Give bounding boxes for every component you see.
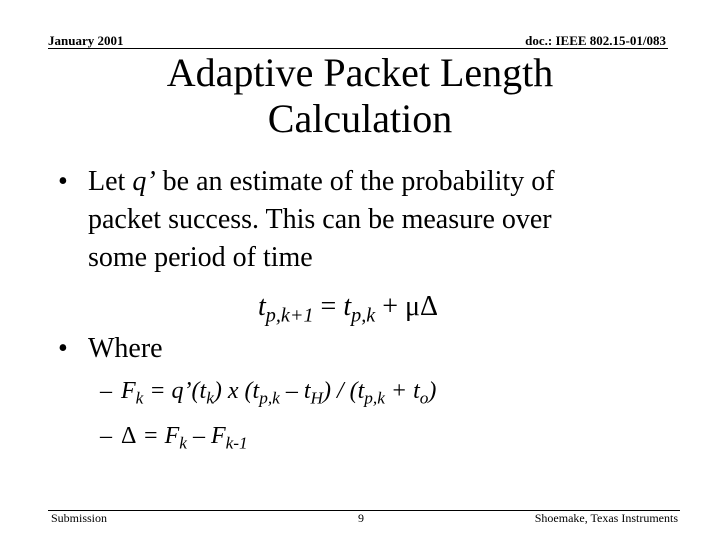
footer-author: Shoemake, Texas Instruments: [534, 511, 678, 525]
bullet-text: [88, 163, 555, 277]
bullet-line-1: Let q’ be an estimate of the probability of: [88, 166, 555, 197]
footer-page-number: 9: [358, 511, 364, 525]
update-equation: $t_{p,k+1} = t_{p,k} + \mu\Delta$: [258, 291, 439, 327]
header-divider: [48, 48, 668, 49]
footer-submission: Submission: [51, 511, 108, 525]
bullet-text: Where: [88, 333, 163, 364]
dash-icon: –: [100, 423, 112, 449]
bullet-icon: •: [58, 166, 68, 197]
delta-definition-formula: $\Delta = F_k - F_{k-1}$: [121, 423, 248, 453]
slide-title-line-2: Calculation: [267, 96, 453, 141]
bullet-line-2: packet success. This can be measure over: [88, 204, 552, 235]
dash-icon: –: [100, 378, 112, 404]
f-definition-formula: $F_k$ = $q’(t_k)$ x $(t_{p,k} - t_H) / (t_{p,k} + t_o)$: [121, 378, 437, 408]
bullet-line-3: some period of time: [88, 242, 313, 273]
slide-title-line-1: Adaptive Packet Length: [166, 50, 554, 95]
q-prime-variable: q’: [132, 166, 156, 197]
bullet-icon: •: [58, 333, 68, 364]
slide-title: [0, 50, 720, 142]
header-doc-id: doc.: IEEE 802.15-01/083: [525, 33, 666, 48]
header-date: January 2001: [48, 33, 124, 48]
